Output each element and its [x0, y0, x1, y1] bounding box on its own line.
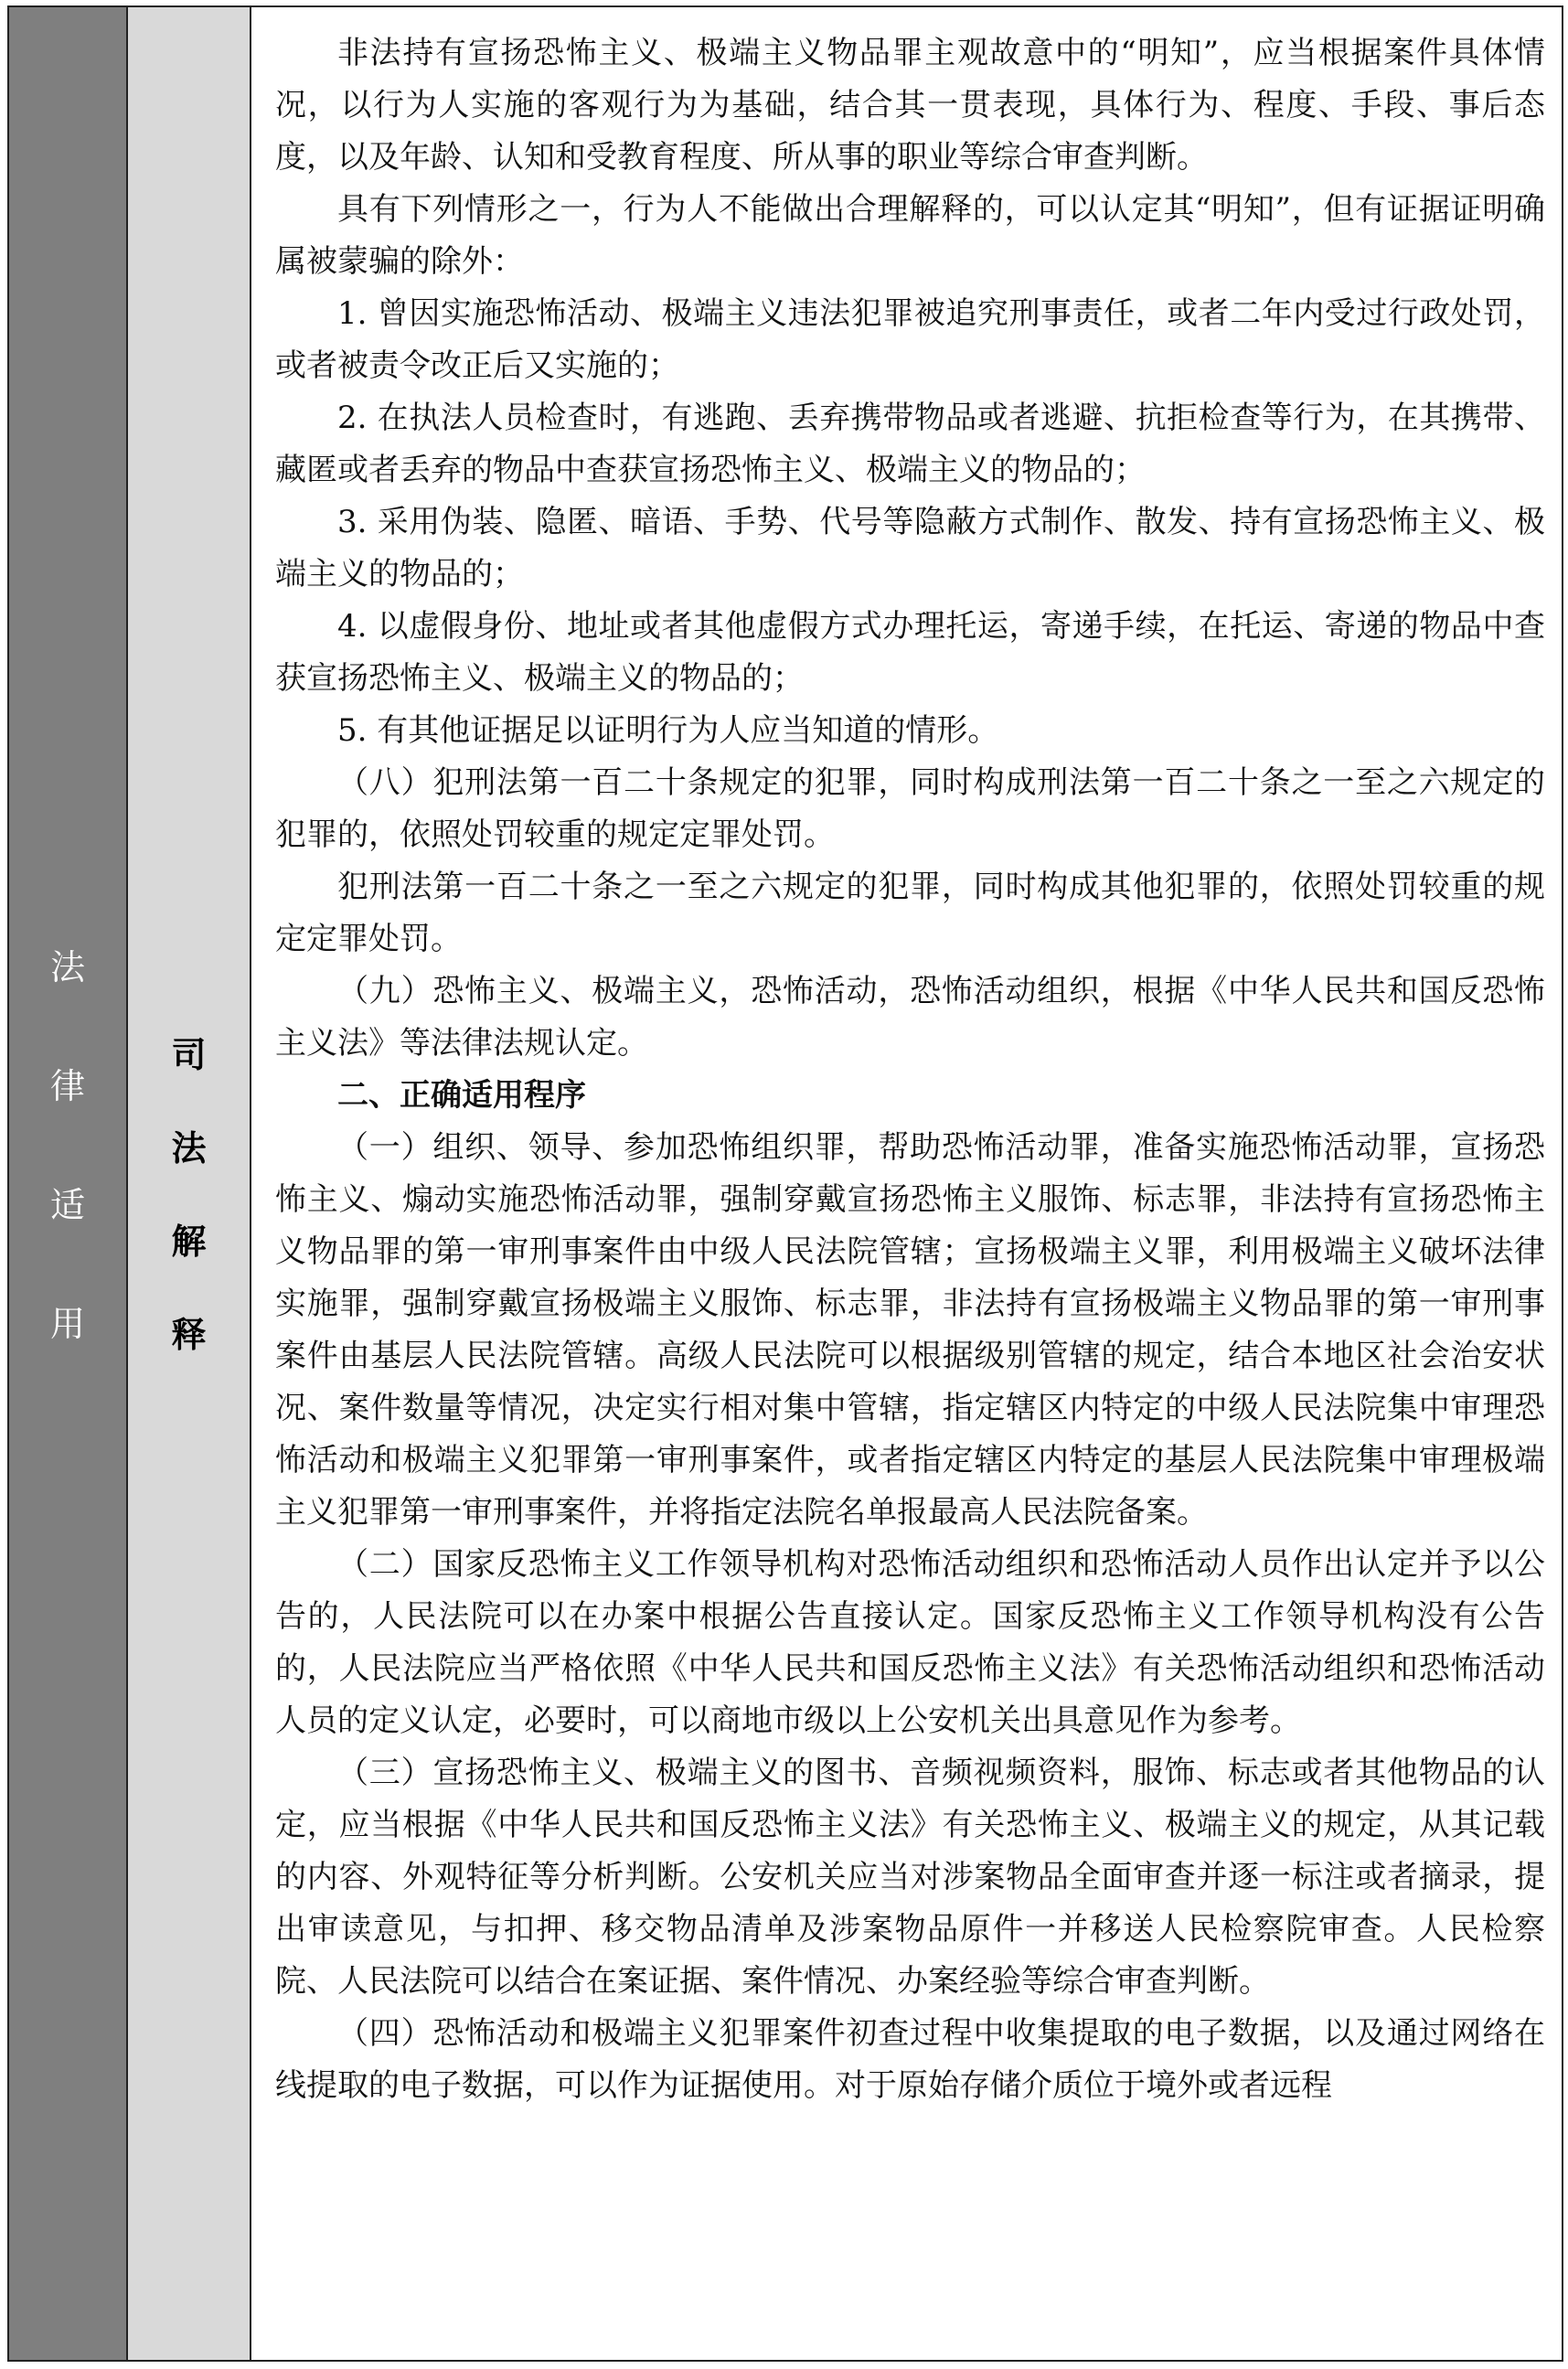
subcategory-char: 释 — [171, 1315, 207, 1355]
paragraph: （八）犯刑法第一百二十条规定的犯罪，同时构成刑法第一百二十条之一至之六规定的犯罪的，依照处罚较重的规定定罪处罚。 — [275, 764, 1545, 853]
paragraph: （一）组织、领导、参加恐怖组织罪，帮助恐怖活动罪，准备实施恐怖活动罪，宣扬恐怖主义、煽动实施恐怖活动罪，强制穿戴宣扬恐怖主义服饰、标志罪，非法持有宣扬恐怖主义物品罪的第一审刑事案件由中级人民法院管辖；宣扬极端主义罪，利用极端主义破坏法律实施罪，强制穿戴宣扬极端主义服饰、标志罪，非法持有宣扬极端主义物品罪的第一审刑事案件由基层人民法院管辖。高级人民法院可以根据级别管辖的规定，结合本地区社会治安状况、案件数量等情况，决定实行相对集中管辖，指定辖区内特定的中级人民法院集中审理恐怖活动和极端主义犯罪第一审刑事案件，或者指定辖区内特定的基层人民法院集中审理极端主义犯罪第一审刑事案件，并将指定法院名单报最高人民法院备案。 — [275, 1129, 1545, 1531]
list-item: 2. 在执法人员检查时，有逃跑、丢弃携带物品或者逃避、抗拒检查等行为，在其携带、藏匿或者丢弃的物品中查获宣扬恐怖主义、极端主义的物品的； — [275, 400, 1545, 488]
category-label — [9, 949, 126, 1425]
category-char: 用 — [49, 1304, 85, 1344]
paragraph: （二）国家反恐怖主义工作领导机构对恐怖活动组织和恐怖活动人员作出认定并予以公告的，人民法院可以在办案中根据公告直接认定。国家反恐怖主义工作领导机构没有公告的，人民法院应当严格依照《中华人民共和国反恐怖主义法》有关恐怖活动组织和恐怖活动人员的定义认定，必要时，可以商地市级以上公安机关出具意见作为参考。 — [275, 1546, 1545, 1739]
category-char: 法 — [49, 947, 85, 987]
subcategory-char: 司 — [171, 1035, 207, 1075]
content-cell — [251, 7, 1562, 2360]
list-item: 1. 曾因实施恐怖活动、极端主义违法犯罪被追究刑事责任，或者二年内受过行政处罚，或者被责令改正后又实施的； — [275, 295, 1545, 384]
law-table — [7, 5, 1563, 2362]
subcategory-column — [128, 7, 251, 2360]
paragraph: （九）恐怖主义、极端主义，恐怖活动，恐怖活动组织，根据《中华人民共和国反恐怖主义法》等法律法规认定。 — [275, 973, 1545, 1062]
paragraph: 犯刑法第一百二十条之一至之六规定的犯罪，同时构成其他犯罪的，依照处罚较重的规定定罪处罚。 — [275, 869, 1545, 957]
category-char: 律 — [49, 1066, 85, 1106]
subcategory-char: 解 — [171, 1222, 207, 1262]
list-item: 5. 有其他证据足以证明行为人应当知道的情形。 — [337, 712, 999, 749]
list-item: 4. 以虚假身份、地址或者其他虚假方式办理托运，寄递手续，在托运、寄递的物品中查获宣扬恐怖主义、极端主义的物品的； — [275, 608, 1545, 697]
paragraph: 非法持有宣扬恐怖主义、极端主义物品罪主观故意中的“明知”，应当根据案件具体情况，以行为人实施的客观行为为基础，结合其一贯表现，具体行为、程度、手段、事后态度，以及年龄、认知和受教育程度、所从事的职业等综合审查判断。 — [275, 35, 1545, 176]
list-item: 3. 采用伪装、隐匿、暗语、手势、代号等隐蔽方式制作、散发、持有宣扬恐怖主义、极端主义的物品的； — [275, 504, 1545, 592]
category-char: 适 — [49, 1185, 85, 1225]
subcategory-char: 法 — [171, 1128, 207, 1168]
paragraph: （四）恐怖活动和极端主义犯罪案件初查过程中收集提取的电子数据，以及通过网络在线提取的电子数据，可以作为证据使用。对于原始存储介质位于境外或者远程 — [275, 2015, 1545, 2104]
subcategory-label — [128, 1037, 250, 1410]
paragraph: 具有下列情形之一，行为人不能做出合理解释的，可以认定其“明知”，但有证据证明确属被蒙骗的除外： — [275, 191, 1545, 280]
section-heading: 二、正确适用程序 — [337, 1077, 586, 1114]
paragraph: （三）宣扬恐怖主义、极端主义的图书、音频视频资料，服饰、标志或者其他物品的认定，应当根据《中华人民共和国反恐怖主义法》有关恐怖主义、极端主义的规定，从其记载的内容、外观特征等分析判断。公安机关应当对涉案物品全面审查并逐一标注或者摘录，提出审读意见，与扣押、移交物品清单及涉案物品原件一并移送人民检察院审查。人民检察院、人民法院可以结合在案证据、案件情况、办案经验等综合审查判断。 — [275, 1755, 1545, 2000]
category-column — [9, 7, 128, 2360]
